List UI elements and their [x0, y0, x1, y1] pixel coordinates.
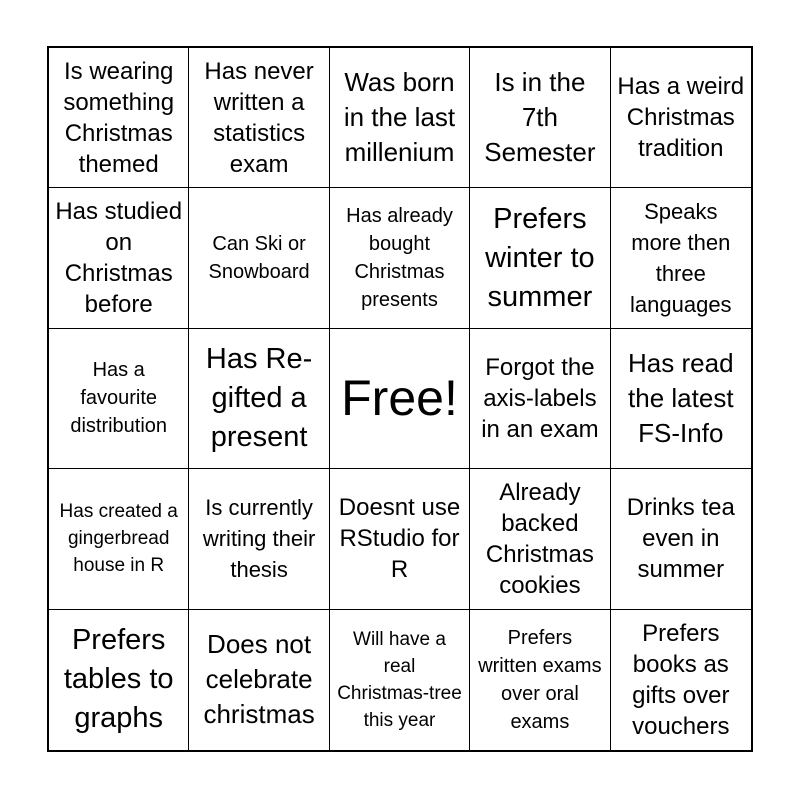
bingo-cell-text: Does not celebrate christmas: [203, 629, 315, 730]
bingo-cell-text: Has a weird Christmas tradition: [617, 73, 745, 163]
bingo-cell-text: Drinks tea even in summer: [626, 494, 735, 584]
bingo-cell[interactable]: [611, 188, 751, 328]
bingo-free-text: Free!: [341, 370, 458, 427]
bingo-board: [47, 46, 753, 752]
bingo-cell-text: Forgot the axis-labels in an exam: [481, 353, 599, 443]
bingo-cell[interactable]: [49, 48, 189, 188]
bingo-cell-text: Has read the latest FS-Info: [628, 347, 734, 448]
bingo-cell[interactable]: [189, 329, 329, 469]
bingo-cell[interactable]: [330, 48, 470, 188]
bingo-cell[interactable]: [189, 469, 329, 609]
bingo-cell-text: Speaks more then three languages: [630, 199, 732, 318]
bingo-cell[interactable]: [611, 329, 751, 469]
bingo-cell[interactable]: [470, 188, 610, 328]
bingo-cell[interactable]: [611, 610, 751, 750]
bingo-cell-text: Is wearing something Christmas themed: [63, 57, 175, 178]
bingo-cell[interactable]: [611, 48, 751, 188]
bingo-cell-text: Is currently writing their thesis: [202, 495, 316, 583]
bingo-cell-text: Prefers books as gifts over vouchers: [632, 619, 730, 740]
bingo-cell-text: Has a favourite distribution: [70, 359, 168, 438]
bingo-cell-text: Will have a real Christmas-tree this year: [337, 628, 462, 731]
bingo-cell[interactable]: [330, 188, 470, 328]
bingo-cell[interactable]: [611, 469, 751, 609]
bingo-cell[interactable]: [49, 610, 189, 750]
bingo-cell[interactable]: [49, 188, 189, 328]
bingo-cell-text: Doesnt use RStudio for R: [338, 494, 461, 584]
bingo-cell[interactable]: [49, 469, 189, 609]
bingo-cell-text: Prefers winter to summer: [485, 202, 595, 313]
bingo-free-space[interactable]: [330, 329, 470, 469]
bingo-cell-text: Prefers written exams over oral exams: [478, 626, 602, 733]
bingo-cell[interactable]: [49, 329, 189, 469]
bingo-cell[interactable]: [470, 48, 610, 188]
bingo-cell[interactable]: [470, 610, 610, 750]
bingo-cell[interactable]: [330, 610, 470, 750]
bingo-cell-text: Has created a gingerbread house in R: [59, 501, 178, 577]
bingo-cell-text: Already backed Christmas cookies: [485, 478, 594, 599]
bingo-cell[interactable]: [189, 610, 329, 750]
bingo-cell[interactable]: [330, 469, 470, 609]
bingo-cell-text: Has never written a statistics exam: [204, 57, 314, 178]
bingo-cell[interactable]: [189, 188, 329, 328]
bingo-cell[interactable]: [470, 469, 610, 609]
bingo-cell-text: Is in the 7th Semester: [484, 67, 596, 168]
bingo-cell-text: Has already bought Christmas presents: [346, 205, 453, 312]
bingo-cell-text: Prefers tables to graphs: [63, 624, 174, 735]
bingo-cell-text: Can Ski or Snowboard: [208, 233, 310, 284]
bingo-cell-text: Was born in the last millenium: [343, 67, 456, 168]
bingo-cell-text: Has studied on Christmas before: [55, 198, 183, 319]
bingo-cell-text: Has Re-gifted a present: [205, 342, 313, 453]
bingo-cell[interactable]: [189, 48, 329, 188]
bingo-cell[interactable]: [470, 329, 610, 469]
